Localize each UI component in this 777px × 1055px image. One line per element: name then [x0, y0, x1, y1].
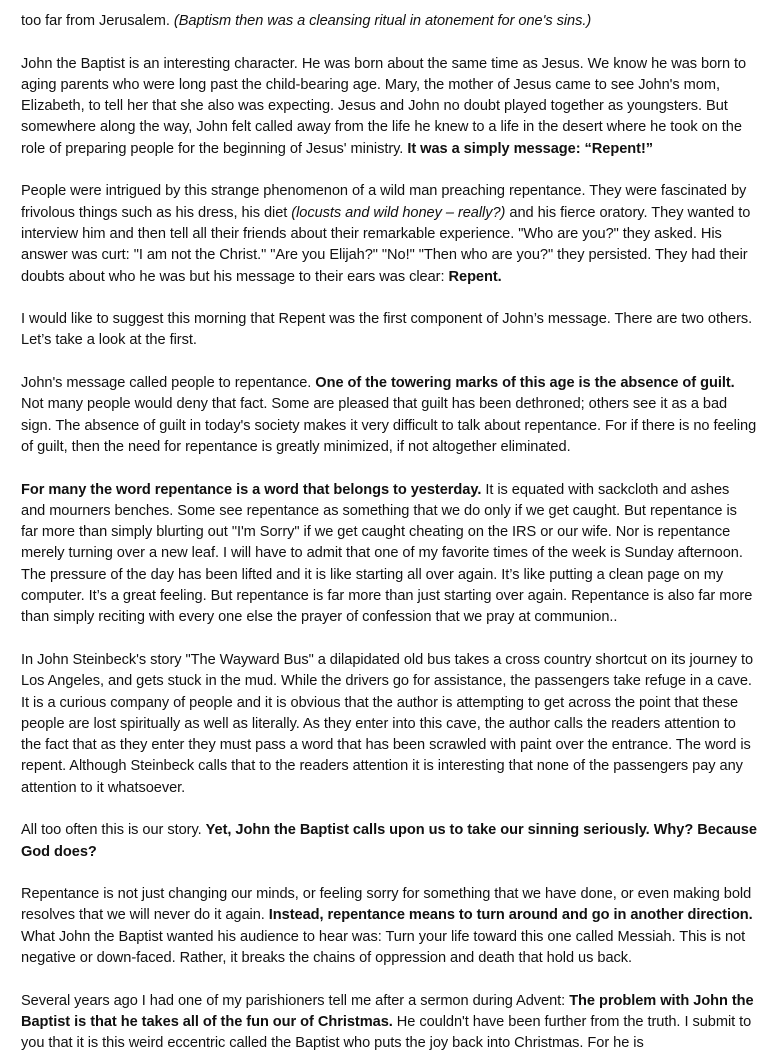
- paragraph-bold-text: One of the towering marks of this age is the absence of guilt.: [315, 375, 735, 392]
- paragraph-bold-text: It was a simply message: “Repent!”: [407, 140, 653, 157]
- paragraph-text: John the Baptist is an interesting character. He was born about the same time as Jesus. We know he was born to aging parents who were long past the child-bearing age. Mary, the mother of Jesus came to see John's mom, Elizabeth, to tell her that she also was expecting. Jesus and John no doubt played together as youngsters. But somewhere along the way, John felt called away from the life he knew to a life in the desert where he took on the role of preparing people for the beginning of Jesus' ministry.: [21, 55, 747, 157]
- paragraph-bold-text: Repent.: [448, 268, 502, 285]
- paragraph-text: and his fierce oratory. They wanted to interview him and then tell all their friends about their remarkable experience. "Who are you?" they asked. His answer was curt: "I am not the Christ." "Are you Elijah?" "No!" "Then who are you?" they persisted. They had their doubts about who he was but his message to their ears was clear:: [21, 204, 751, 285]
- paragraph-9: [21, 884, 757, 969]
- paragraph-2: [21, 54, 757, 160]
- paragraph-bold-text: Instead, repentance means to turn around and go in another direction.: [268, 907, 753, 924]
- paragraph-3: [21, 181, 757, 287]
- paragraph-text: John's message called people to repentance.: [21, 375, 316, 392]
- paragraph-italic-text: (locusts and wild honey – really?): [291, 204, 506, 221]
- paragraph-4: [21, 309, 757, 352]
- paragraph-6: [21, 480, 757, 629]
- paragraph-text: I would like to suggest this morning that Repent was the first component of John’s message. There are two others. Let’s take a look at the first.: [21, 311, 753, 349]
- paragraph-text: People were intrigued by this strange phenomenon of a wild man preaching repentance. They were fascinated by frivolous things such as his dress, his diet: [21, 183, 747, 221]
- paragraph-text: Not many people would deny that fact. Some are pleased that guilt has been dethroned; others see it as a bad sign. The absence of guilt in today's society makes it very difficult to talk about repentance. For if there is no feeling of guilt, then the need for repentance is greatly minimized, if not altogether eliminated.: [21, 396, 757, 455]
- paragraph-bold-text: For many the word repentance is a word that belongs to yesterday.: [21, 481, 482, 498]
- paragraph-bold-text: The problem with John the Baptist is that he takes all of the fun our of Christmas.: [21, 992, 754, 1030]
- paragraph-5: [21, 373, 757, 458]
- paragraph-text: too far from Jerusalem.: [21, 13, 174, 29]
- paragraph-bold-text: Yet, John the Baptist calls upon us to take our sinning seriously. Why? Because God does?: [21, 822, 757, 860]
- paragraph-1: [21, 11, 757, 32]
- paragraph-italic-text: (Baptism then was a cleansing ritual in atonement for one's sins.): [173, 13, 592, 29]
- paragraph-text: Several years ago I had one of my parishioners tell me after a sermon during Advent:: [21, 992, 570, 1009]
- paragraph-text: All too often this is our story.: [21, 822, 206, 839]
- paragraph-text: Repentance is not just changing our minds, or feeling sorry for something that we have done, or even making bold resolves that we will never do it again.: [21, 886, 752, 924]
- paragraph-text: It is equated with sackcloth and ashes and mourners benches. Some see repentance as something that we do only if we get caught. But repentance is far more than simply blurting out "I'm Sorry" if we get caught cheating on the IRS or our wife. Nor is repentance merely turning over a new leaf. I will have to admit that one of my favorite times of the week is Sunday afternoon. The pressure of the day has been lifted and it is like starting all over again. It’s like putting a clean page on my computer. It’s a great feeling. But repentance is far more than just starting over again. Repentance is also far more than simply reciting with every one else the prayer of confession that we pray at communion..: [21, 481, 753, 626]
- paragraph-text: In John Steinbeck's story "The Wayward Bus" a dilapidated old bus takes a cross country shortcut on its journey to Los Angeles, and gets stuck in the mud. While the drivers go for assistance, the passengers take refuge in a cave. It is a curious company of people and it is obvious that the author is attempting to get across the point that these people are lost spiritually as well as literally. As they enter into this cave, the author calls the readers attention to the fact that as they enter they must pass a word that has been scrawled with paint over the entrance. The word is repent. Although Steinbeck calls that to the readers attention it is interesting that none of the passengers pay any attention to it whatsoever.: [21, 651, 754, 796]
- paragraph-text: What John the Baptist wanted his audience to hear was: Turn your life toward this one called Messiah. This is not negative or down-faced. Rather, it breaks the chains of oppression and death that hold us back.: [21, 928, 746, 967]
- paragraph-text: He couldn't have been further from the truth. I submit to you that it is this weird eccentric called the Baptist who puts the joy back into Christmas. For he is: [21, 1013, 752, 1052]
- paragraph-8: [21, 820, 757, 863]
- paragraph-7: [21, 650, 757, 799]
- paragraph-10: [21, 991, 757, 1055]
